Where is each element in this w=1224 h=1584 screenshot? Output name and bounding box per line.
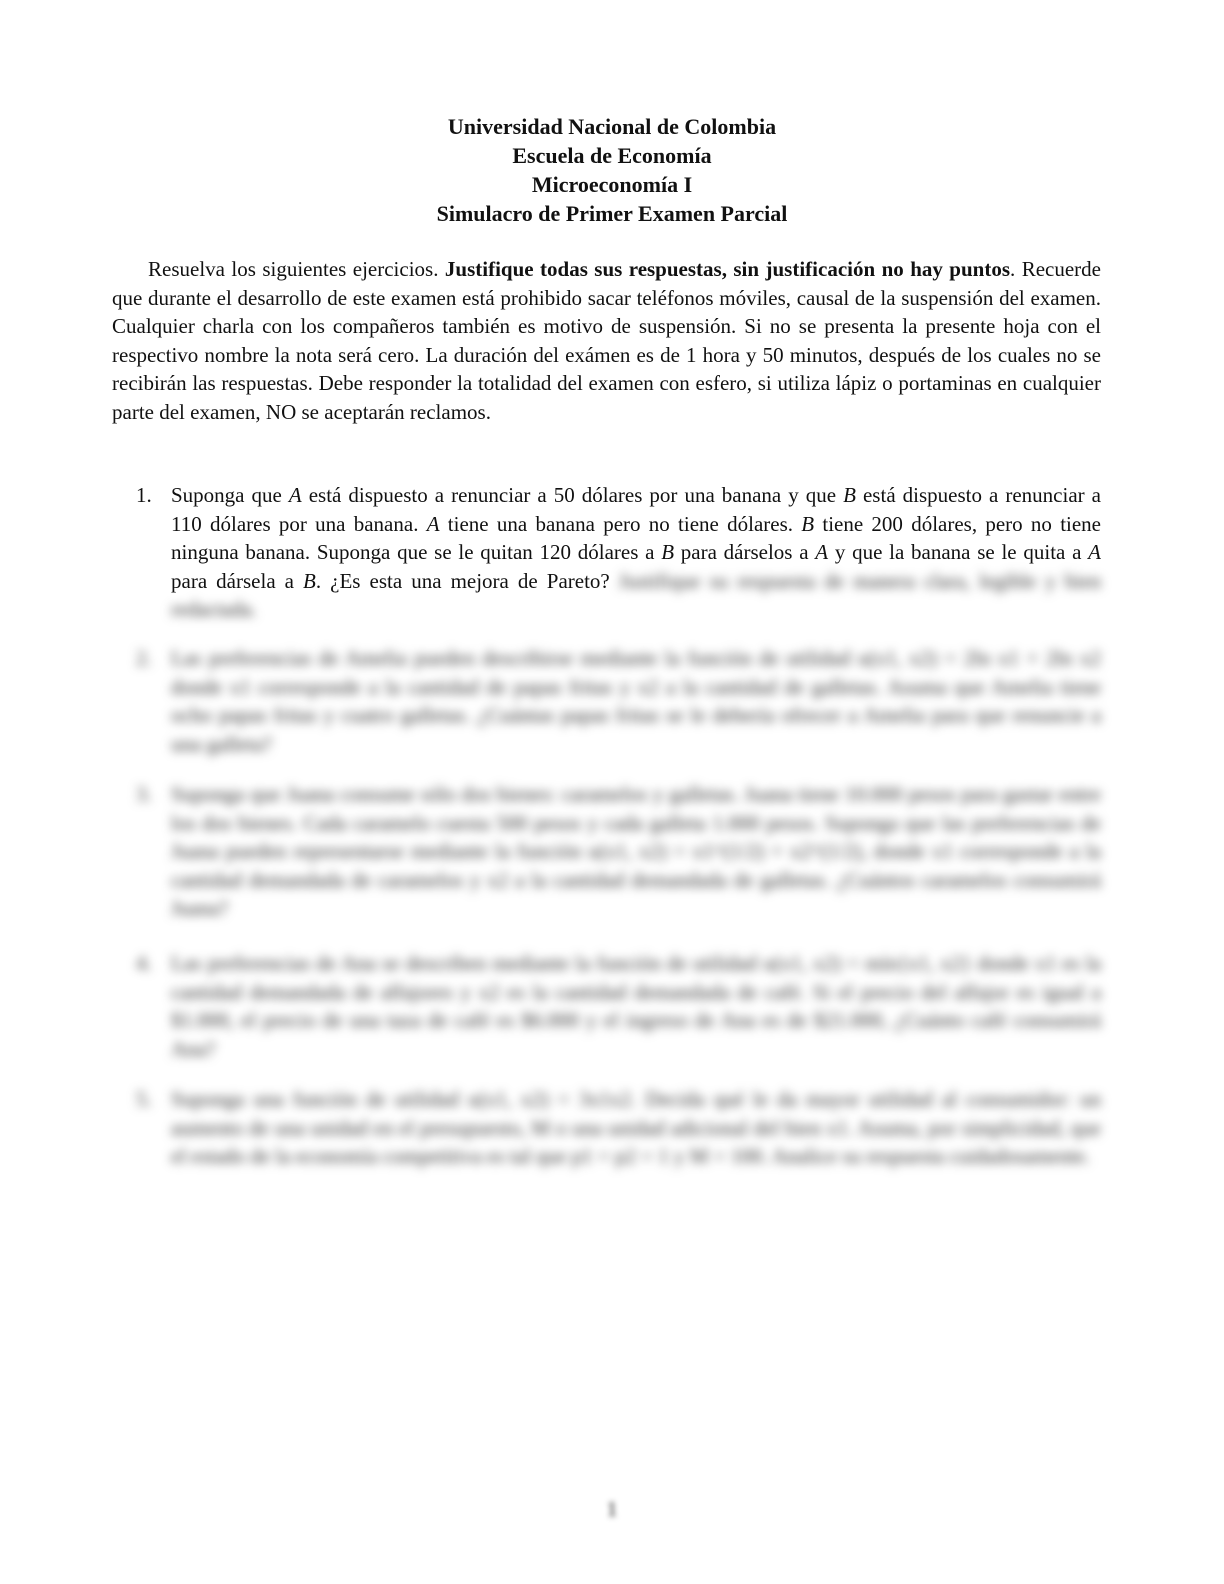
question-text: Suponga que Juana consume sólo dos bienes: caramelos y galletas. Juana tiene 10.000 pesos para gastar entre los dos bienes. Cada caramelo cuesta 500 pesos y cada galleta 1.000 pesos. Suponga que las preferencias de Juana pueden representarse mediante la función u(x1, x2) = x1^(1/2) + x2^(1/2), donde x1 corresponde a la cantidad demandada de caramelos y x2 a la cantidad demandada de galletas. ¿Cuántos caramelos consumirá Juana? [171, 782, 1101, 921]
question-text: Las preferencias de Amelia pueden describirse mediante la función de utilidad u(x1, x2) = 2ln x1 + 2ln x2 donde x1 corresponde a la cantidad de papas fritas y x2 a la cantidad de galletas. Asuma que Amelia tiene ocho papas fritas y cuatro galletas. ¿Cuántas papas fritas se le debería ofrecer a Amelia para que renuncie a una galleta? [171, 646, 1101, 756]
exam-header [0, 112, 1224, 228]
page-number: 1 [606, 1497, 618, 1521]
instructions-text-2: . Recuerde que durante el desarrollo de este examen está prohibido sacar teléfonos móviles, causal de la suspensión del examen. Cualquier charla con los compañeros también es motivo de suspensión. Si no se presenta la presente hoja con el respectivo nombre la nota será cero. La duración del exámen es de 1 hora y 50 minutos, después de los cuales no se recibirán las respuestas. Debe responder la totalidad del examen con esfero, si utiliza lápiz o portaminas en cualquier parte del examen, NO se aceptarán reclamos. [112, 257, 1101, 424]
question-text: Suponga que A está dispuesto a renunciar a 50 dólares por una banana y que B está dispuesto a renunciar a 110 dólares por una banana. A tiene una banana pero no tiene dólares. B tiene 200 dólares, pero no tiene ninguna banana. Suponga que se le quitan 120 dólares a B para dárselos a A y que la banana se le quita a A para dársela a B. ¿Es esta una mejora de Pareto? [171, 483, 1101, 593]
university-name: Universidad Nacional de Colombia [447, 114, 777, 139]
question-1 [136, 481, 1102, 624]
course-name: Microeconomía I [531, 172, 693, 197]
question-text-blurred: Justifique su respuesta de manera clara, legible y bien redactada. [171, 568, 1102, 622]
question-number: 2. [136, 646, 152, 670]
question-3 [136, 780, 1101, 923]
exam-title: Simulacro de Primer Examen Parcial [436, 201, 788, 226]
question-2 [136, 644, 1101, 758]
question-text: Suponga una función de utilidad u(x1, x2) = 3x1x2. Decida qué le da mayor utilidad al consumidor: un aumento de una unidad en el presupuesto, M o una unidad adicional del bien x1. Asuma, por simplicidad, que el estado de la economía competitiva es tal que p1 = p2 = 1 y M = 100. Analice su respuesta cuidadosamente. [171, 1087, 1101, 1169]
question-number: 4. [136, 951, 152, 975]
question-text: Las preferencias de Ana se describen mediante la función de utilidad u(x1, x2) = mín{x1, x2} donde x1 es la cantidad demandada de alfajores y x2 es la cantidad demandada de café. Si el precio del alfajor es igual a $1.000, el precio de una taza de café es $6.000 y el ingreso de Ana es de $21.000, ¿Cuánto café consumirá Ana? [171, 951, 1101, 1061]
question-5 [136, 1085, 1101, 1171]
school-name: Escuela de Economía [512, 143, 712, 168]
instructions-text-1: Resuelva los siguientes ejercicios. [148, 257, 445, 281]
instructions-paragraph [112, 255, 1101, 427]
question-4 [136, 949, 1101, 1063]
instructions-bold: Justifique todas sus respuestas, sin justificación no hay puntos [444, 257, 1011, 281]
question-number: 3. [136, 782, 152, 806]
question-number: 5. [136, 1087, 152, 1111]
question-number: 1. [136, 483, 152, 507]
